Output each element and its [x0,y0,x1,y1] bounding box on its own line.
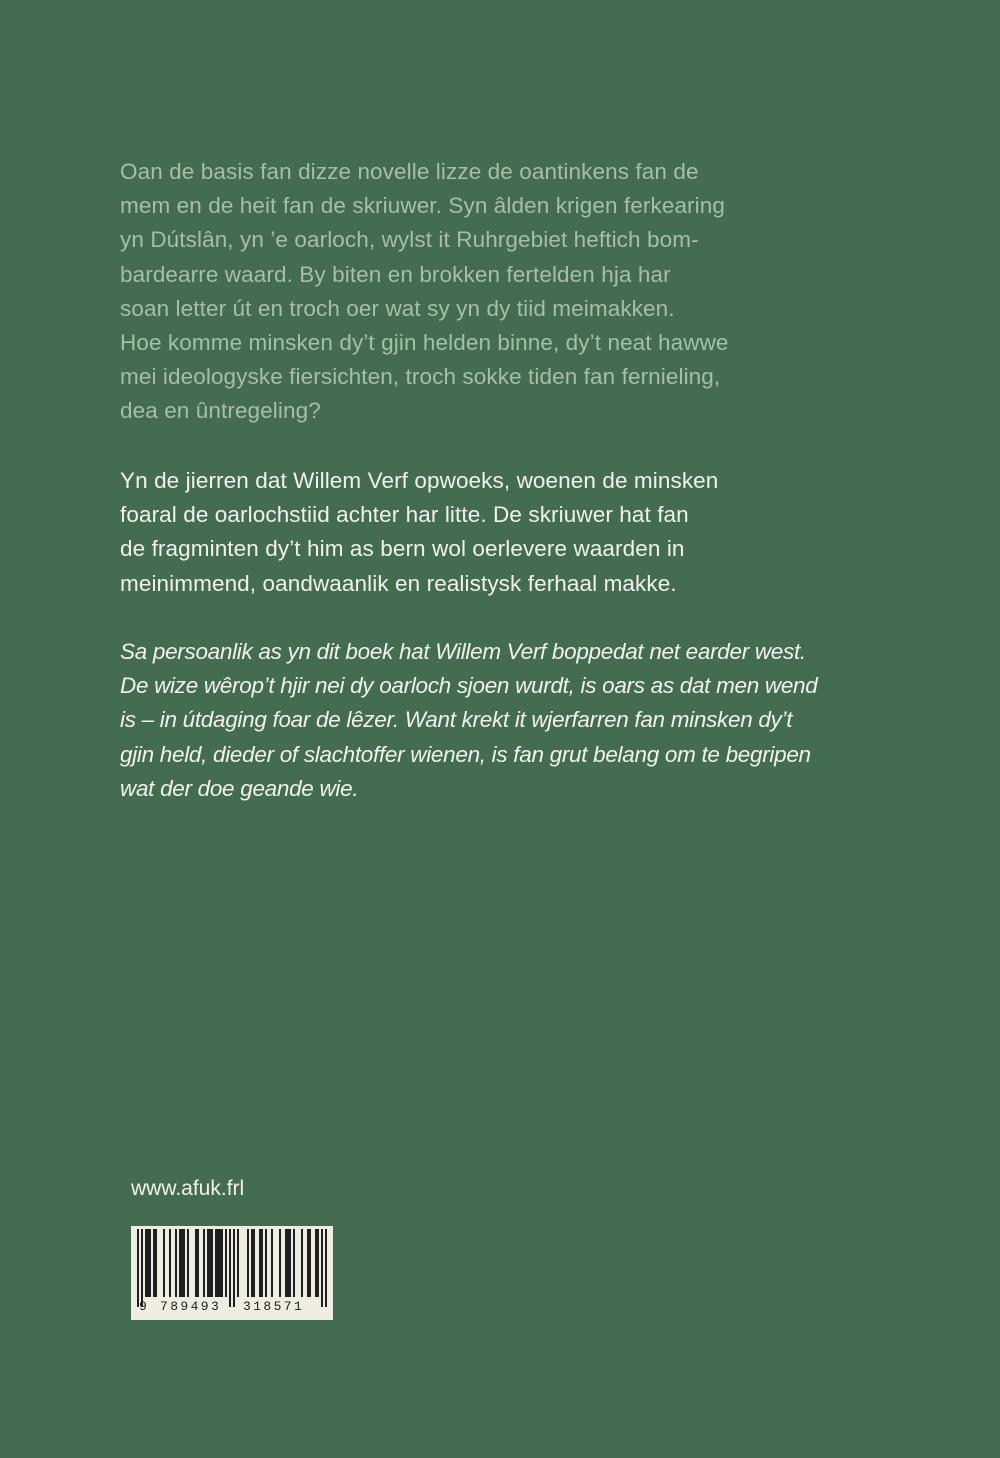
barcode-bar [293,1229,295,1297]
barcode-bar [195,1229,197,1297]
closing-line: wat der doe geande wie. [120,775,359,801]
barcode-bar [237,1229,239,1297]
closing-line: De wize wêrop’t hjir nei dy oarloch sjoen wurdt, is oars as dat men wend [120,673,818,699]
barcode-bar [253,1229,255,1297]
barcode-bar [179,1229,181,1297]
barcode-bar [163,1229,165,1297]
intro-line: mei ideologyske fiersichten, troch sokke tiden fan fernieling, [120,364,721,390]
barcode-bar [145,1229,147,1297]
closing-line: is – in útdaging foar de lêzer. Want krekt it wjerfarren fan minsken dy’t [120,707,793,733]
isbn-barcode [131,1226,333,1320]
barcode-bar [259,1229,261,1297]
barcode-bar [137,1229,139,1307]
barcode-bar [217,1229,219,1297]
barcode-bar [181,1229,183,1297]
publisher-website: www.afuk.frl [131,1177,245,1200]
barcode-bar [197,1229,199,1297]
barcode-bar [209,1229,211,1297]
barcode-bar [287,1229,289,1297]
barcode-right-digits: 318571 [243,1299,305,1314]
author-line: foaral de oarlochstiid achter har litte. De skriuwer hat fan [120,502,689,528]
barcode-bar [153,1229,155,1297]
barcode-bar [225,1229,227,1297]
barcode-bar [175,1229,177,1297]
barcode-first-digit: 9 [139,1299,150,1314]
barcode-bar [207,1229,209,1297]
barcode-bar [203,1229,205,1297]
closing-line: Sa persoanlik as yn dit boek hat Willem Verf boppedat net earder west. [120,639,806,664]
barcode-bar [285,1229,287,1297]
intro-line: Hoe komme minsken dy’t gjin helden binne, dy’t neat hawwe [120,330,729,356]
barcode-bar [289,1229,291,1297]
intro-paragraph [120,155,729,429]
barcode-bar [325,1229,327,1307]
intro-line: mem en de heit fan de skriuwer. Syn âlden krigen ferkearing [120,193,725,219]
barcode-bar [141,1229,143,1307]
barcode-bar [147,1229,149,1297]
barcode-bar [251,1229,253,1297]
barcode-bar [215,1229,217,1297]
intro-line: yn Dútslân, yn ’e oarloch, wylst it Ruhrgebiet heftich bom- [120,227,699,253]
intro-line: Oan de basis fan dizze novelle lizze de oantinkens fan de [120,159,699,184]
barcode-bar [315,1229,317,1297]
barcode-bar [309,1229,311,1297]
closing-line: gjin held, dieder of slachtoffer wienen, is fan grut belang om te begripen [120,741,811,767]
barcode-bar [169,1229,171,1297]
barcode-bar [265,1229,267,1297]
barcode-bar [301,1229,303,1297]
intro-line: dea en ûntregeling? [120,398,321,424]
barcode-bar [317,1229,319,1297]
barcode-bar [233,1229,235,1307]
barcode-bar [183,1229,185,1297]
barcode-bar [229,1229,231,1307]
barcode-bar [211,1229,213,1297]
author-paragraph [120,464,718,601]
intro-line: soan letter út en troch oer wat sy yn dy tiid meimakken. [120,295,675,321]
barcode-bar [155,1229,157,1297]
barcode-bar [321,1229,323,1307]
barcode-bar [247,1229,249,1297]
barcode-left-digits: 789493 [160,1299,222,1314]
intro-line: bardearre waard. By biten en brokken fertelden hja har [120,261,671,287]
author-line: Yn de jierren dat Willem Verf opwoeks, woenen de minsken [120,468,719,493]
barcode-bar [279,1229,281,1297]
barcode-bar [149,1229,151,1297]
closing-paragraph [120,635,818,806]
barcode-bar [221,1229,223,1297]
author-line: de fragminten dy’t him as bern wol oerlevere waarden in [120,536,685,562]
author-line: meinimmend, oandwaanlik en realistysk ferhaal makke. [120,570,677,596]
barcode-bar [271,1229,273,1297]
barcode-bar [187,1229,189,1297]
barcode-bar [219,1229,221,1297]
barcode-bar [261,1229,263,1297]
barcode-bar [307,1229,309,1297]
